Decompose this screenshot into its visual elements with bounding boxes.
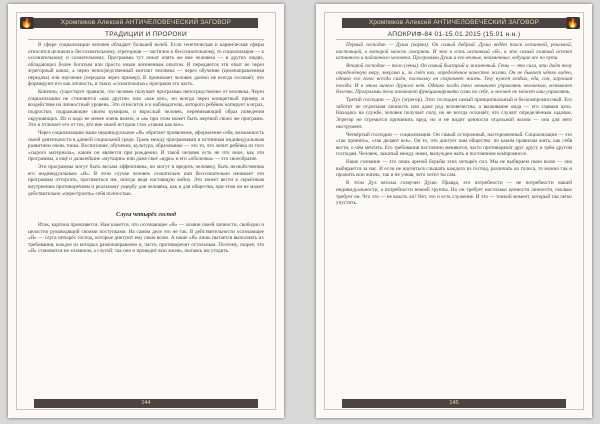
running-header: Хромпиков Алексей АНТИЧЕЛОВЕЧЕСКИЙ ЗАГОВОР [342,18,566,28]
paragraph: Четвёртый господин — социализация. Он самый осторожный, настороженный. Социализация — это «так принято», «так делают все». Он то, что диктует нам общество: по каким правилам жить, как себя вести, о чём мечтать. Его требования постоянно меняются, часто противоречат друг другу и трём другим господам. Человек, зажатый между ними, вынужден жить в постоянном компромиссе. [336,131,572,158]
page-body [28,42,264,396]
right-page [316,4,592,418]
paragraph: Через социализацию наше индивидуальное «Я» обретает проявление, оформление себя, возможность своей деятельности в данной социальной среде. Грань между программами и истинным индивидуальным развитием очень тонка. Воспитание, обучение, культура, образование — это то, что лепит ребёнка из того «сырого материала», каким он является при рождении. И такой человек есть не что иное, как эти программы, а ещё и дальнейшие «мутации» или даже своё «ядро» и его «оболочка» — это своеобразие. [28,130,264,163]
flame-icon: 🔥 [567,17,579,28]
paragraph: Конечно, существует правило, что человек получает программы непосредственно от человека. Через социализацию не становится «как другие» или «как все», но всегда через конкретный пример и воздействие на личностный уровень. Это относится и к наблюдателю, которого ребёнок копирует в играх, подростки, подражающие своим кумирам, и взрослый человек, перенимающий образ поведения окружающих. Их и надо не менее очень важно, и «я» при этом может быть жертвой своих же программ. Это и отличает его от тех, кто вне своей истории стал «таким как все». [28,89,264,129]
flame-icon: 🔥 [21,17,33,28]
left-page [8,4,284,418]
paragraph: В этом Дух весьма созвучен Душе. Правда, его потребности — не потребности нашей индивидуальности, а потребности некоей группы. Но он требует настолько ценности личности, сколько требует он. Что это — не власть ли? Нет, это и есть служение. И это — тонкий момент, который так легко упустить. [336,180,572,207]
section-header: АПОКРИФ-84 01-15.01.2015 (15.01 н.н.) [336,30,572,40]
page-body [336,42,572,396]
section-header: ТРАДИЦИИ И ПРОРОКИ [28,30,264,40]
paragraph: Итак, картина проясняется. Нам кажется, что осознающее «Я» — хозяин своей личности, свободно и целостно руководящий своими поступками. На самом деле это не так. В действительности осознающее «Я» — слуга четырёх господ, которые диктуют ему свою волю. А наше «Я» лишь пытается выполнять их требования, каждое из которых разнонаправлено и, часто, противоречит остальным. Поэтому, скорее, это «Я» становится не хозяином, а слугой: так оно и проводит всю жизнь, пытаясь им угодить. [28,222,264,255]
page-number: 145 [342,399,566,408]
paragraph: Первый господин — Душа (карма). Он самый добрый. Душа ведёт поиск истинной, реальной, настоящей, о которой можно говорить. И это и есть истинный «Я», и это самый главный аспект истинного и подлинного человека. Программы Души и его вечные, неизменные, ведущие все по пути. [336,42,572,62]
paragraph: В сфере социализации человек обладает большей волей. Если генетическая и кармическая сферы относятся целиком к бессознательному, эгрегорная — частично к бессознательному, то социализация — к осознательному и сознательному. Программы тут лежат опять же вне человека — в других людях, обладающих более богатым или просто иным жизненным опытом. И передаются эти опыт не через эгрегорный канал, а через непосредственный контакт человека — через обучение (целенаправленная передача) или научение (передача через пример). В принимает человек далеко не всегда осознаёт, что формируют его как личность, и таких «сознательных» программ это часть. [28,42,264,88]
paragraph: Эти программы могут быть весьма эффективны, но могут и вредить человеку, быть несвойственны его индивидуальным «Я». В этом случае человек сознательно или бессознательно начинает эти программы отторгать, противиться им, иногда ведя настоящую войну. Это может вести к серьёзным внутренним противоречиям и реальному ущербу для человека, как и для общества, при этом он не может действительно «перестроить» себя полностью. [28,164,264,197]
paragraph: Третий господин — Дух (эгрегор). Этот господин самый принципиальный и бескомпромиссный. Его заботит не отдельная личность или даже род человечества, а выживание вида — его главная цель. Находясь на службе, человек получает силу, но не всегда осознаёт, что служит определённым задачам. Эгрегор не стремится причинить вред, но и не видит ценности отдельной жизни — она для него инструмент. [336,97,572,130]
paragraph: Второй господин — тело (гены). Он самый быстрый и жизненный. Гены — это сила, что даёт телу определённую меру, энергию и, за счёт них, определённое качество жизни. Он не бывает чётко виден, однако его голос всегда силён, поскольку он сохраняет жизнь. Телу нужен отдых, еда, сон, хорошая погода. И в этом ничего дурного нет. Однако когда тело начинает управлять человеком, возникает болезнь. Программы тела начинают функционировать сами по себе, и человек не может ими управлять. [336,63,572,96]
section-title: Слуга четырёх господ [115,211,177,219]
paragraph: Наше сознание — это лишь ареной борьбы этих четырёх сил. Мы не выбираем свою волю — она выбирается за нас. И если не научиться слышать каждого из господ, различать их голоса, то можно так и прожить всю жизнь, так и не узнав, чего хотел ты сам. [336,159,572,179]
running-header: Хромпиков Алексей АНТИЧЕЛОВЕЧЕСКИЙ ЗАГОВОР [34,18,258,28]
page-number: 144 [34,399,258,408]
